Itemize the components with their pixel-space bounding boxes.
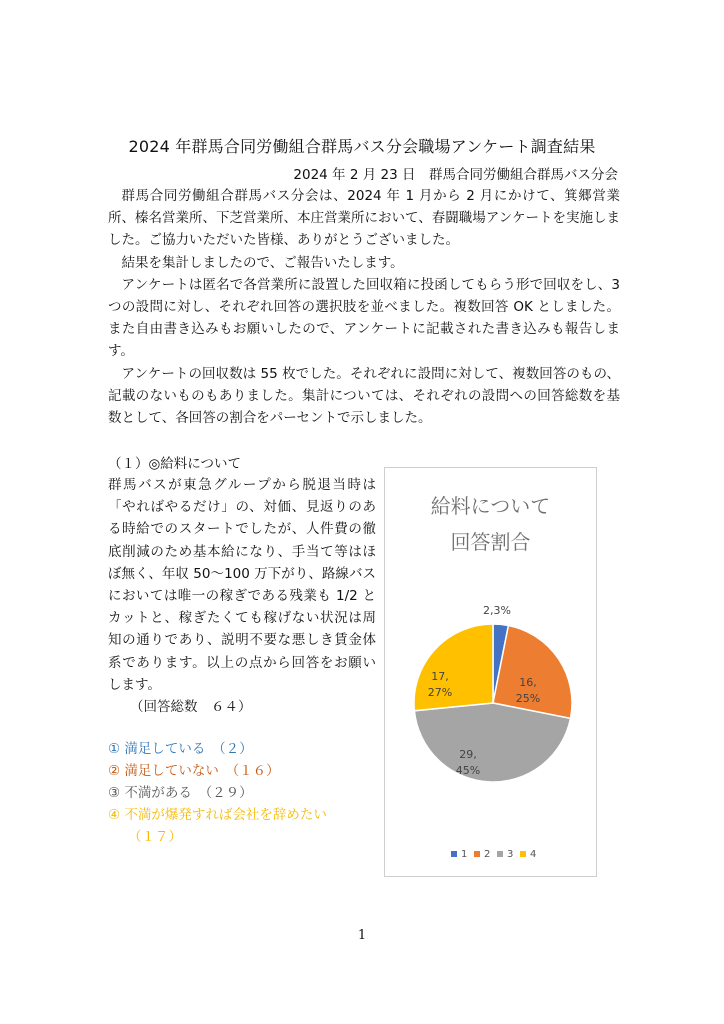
legend-label-3: 3 <box>507 849 514 860</box>
answer-label: ② 満足していない <box>108 763 219 779</box>
answer-count: （１７） <box>128 829 182 845</box>
legend-label-1: 1 <box>461 849 468 860</box>
document-title: 2024 年群馬合同労働組合群馬バス分会職場アンケート調査結果 <box>128 137 596 156</box>
intro-text <box>108 185 620 429</box>
answer-item <box>108 760 378 782</box>
date-author-line: 2024 年 2 月 23 日 群馬合同労働組合群馬バス分会 <box>293 167 618 183</box>
answer-count: （２） <box>218 741 253 757</box>
answer-total: （回答総数 ６４） <box>130 699 252 715</box>
intro-paragraph: 群馬合同労働組合群馬バス分会は、2024 年 1 月から 2 月にかけて、箕郷営業所、榛名営業所、下芝営業所、本庄営業所において、春闘職場アンケートを実施しました。ご協力いただいた皆様、ありがとうございました。 <box>108 188 620 249</box>
legend-swatch-2 <box>474 851 480 857</box>
answer-label: ① 満足している <box>108 741 206 757</box>
pie-data-label: 17, 27% <box>427 670 453 699</box>
answer-item <box>108 782 378 804</box>
pie-data-label: 2,3% <box>483 604 511 617</box>
intro-paragraph: アンケートの回収数は 55 枚でした。それぞれに設問に対して、複数回答のもの、記載のないものもありました。集計については、それぞれの設問への回答総数を基数として、各回答の割合をパーセントで示しました。 <box>108 365 620 427</box>
answer-label: ④ 不満が爆発すれば会社を辞めたい <box>108 807 327 823</box>
chart-title-line: 回答割合 <box>450 530 531 554</box>
answer-item <box>108 804 378 848</box>
answer-list <box>108 738 378 848</box>
pie-data-label: 16, 25% <box>515 676 541 705</box>
section-body: 群馬バスが東急グループから脱退当時は「やればやるだけ」の、対価、見返りのある時給でのスタートでしたが、人件費の徹底削減のため基本給になり、手当て等はほぼ無く、年収 50～100 万下がり、路線バスにおいては唯一の稼ぎである残業も 1/2 とカットと、稼ぎたくても稼げない状況は周知の通りであり、説明不要な悪しき賃金体系であります。以上の点から回答をお願いします。 <box>108 477 376 693</box>
pie-slice-3 <box>414 703 570 782</box>
legend-swatch-4 <box>520 851 526 857</box>
answer-label: ③ 不満がある <box>108 785 192 801</box>
answer-count: （１６） <box>232 763 280 779</box>
pie-slice-4 <box>414 624 493 711</box>
intro-paragraph: アンケートは匿名で各営業所に設置した回収箱に投函してもらう形で回収をし、3 つの設問に対し、それぞれ回答の選択肢を並べました。複数回答 OK としました。また自由書き込みもお願いしたので、アンケートに記載された書き込みも報告します。 <box>108 276 620 360</box>
legend-swatch-1 <box>451 851 457 857</box>
pie-chart <box>385 468 596 876</box>
legend-swatch-3 <box>497 851 503 857</box>
intro-paragraph: 結果を集計しましたので、ご報告いたします。 <box>121 254 404 271</box>
legend-label-2: 2 <box>484 849 491 860</box>
section-title: （１）◎給料について <box>108 456 242 472</box>
legend-label-4: 4 <box>530 849 537 860</box>
answer-count: （２９） <box>205 785 253 801</box>
chart-title-line: 給料について <box>430 494 551 518</box>
pie-chart-panel <box>384 467 597 877</box>
answer-item <box>108 738 378 760</box>
page-number: 1 <box>357 928 367 943</box>
pie-data-label: 29, 45% <box>455 748 481 777</box>
